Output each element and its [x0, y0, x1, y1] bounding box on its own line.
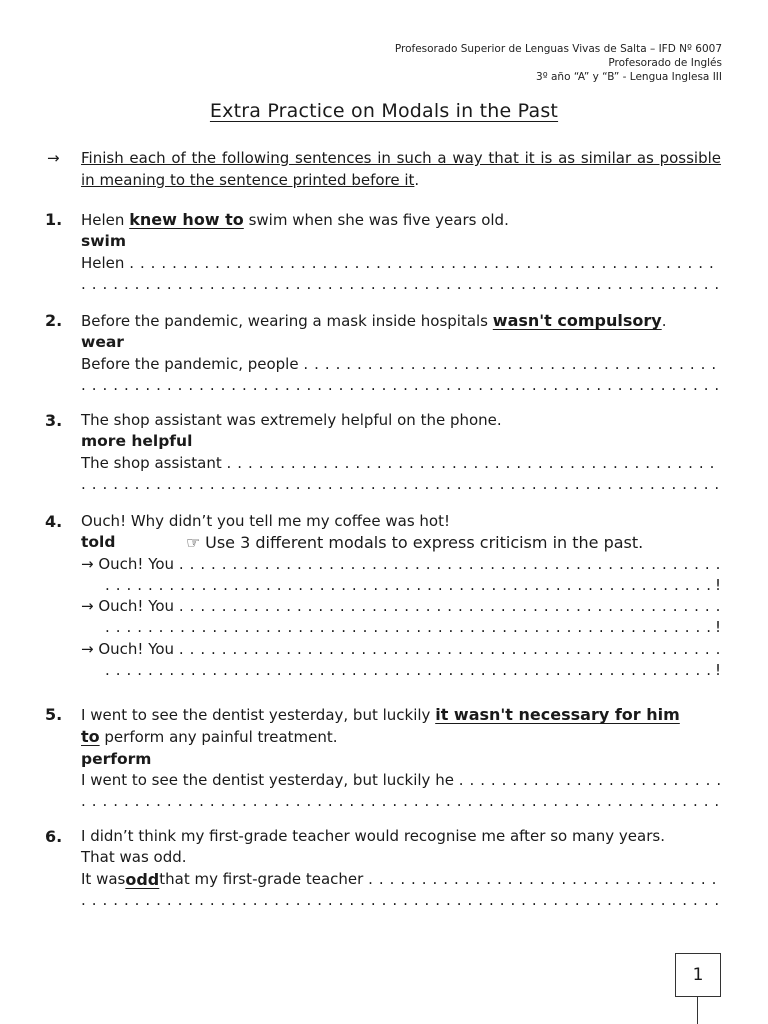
answer-line[interactable]	[81, 890, 721, 911]
answer-blank[interactable]	[81, 791, 721, 812]
answer-line[interactable]	[81, 375, 721, 396]
answer-blank[interactable]	[179, 554, 721, 575]
answer-start: Helen	[81, 253, 125, 272]
answer-line[interactable]	[81, 474, 721, 495]
keyword: told	[81, 533, 116, 552]
answer-blank[interactable]	[105, 617, 715, 638]
prompt-text: Before the pandemic, wearing a mask inside hospitals	[81, 312, 493, 330]
answer-blank[interactable]	[368, 869, 721, 890]
instructions	[81, 147, 721, 191]
prompt-sentence	[81, 704, 721, 726]
answer-line[interactable]	[81, 253, 721, 274]
answer-start: Ouch! You	[98, 597, 175, 616]
exercise-number: 5.	[45, 705, 63, 724]
answer-blank[interactable]	[105, 660, 715, 681]
arrow-icon: →	[81, 554, 94, 573]
answer-blank[interactable]	[227, 453, 721, 474]
answer-blank[interactable]	[81, 474, 721, 495]
prompt-sentence: The shop assistant was extremely helpful on the phone.	[81, 411, 502, 429]
arrow-icon: →	[81, 639, 94, 658]
exercise-number: 4.	[45, 512, 63, 531]
answer-start: Ouch! You	[98, 639, 175, 658]
arrow-icon: →	[81, 597, 94, 616]
page-title: Extra Practice on Modals in the Past	[209, 100, 559, 122]
answer-blank[interactable]	[459, 770, 721, 791]
prompt-text: I went to see the dentist yesterday, but luckily	[81, 706, 436, 724]
answer-line[interactable]	[81, 453, 721, 474]
exclamation-mark: !	[715, 618, 721, 637]
highlighted-phrase: to	[81, 727, 100, 747]
prompt-sentence	[81, 209, 721, 231]
keyword-row	[81, 532, 721, 553]
answer-line[interactable]	[81, 660, 721, 681]
answer-blank[interactable]	[81, 375, 721, 396]
prompt-sentence	[81, 310, 721, 332]
instructions-period: .	[414, 171, 420, 189]
answer-line[interactable]	[81, 791, 721, 812]
keyword: wear	[81, 333, 124, 352]
prompt-sentence: I didn’t think my first-grade teacher would recognise me after so many years.	[81, 827, 665, 845]
header	[395, 42, 722, 84]
arrow-icon: →	[47, 149, 60, 167]
answer-blank[interactable]	[105, 575, 715, 596]
highlighted-phrase: it wasn't necessary for him	[435, 705, 680, 724]
prompt-sentence-cont	[81, 726, 721, 748]
answer-blank[interactable]	[179, 639, 721, 660]
answer-blank[interactable]	[81, 274, 721, 295]
keyword: perform	[81, 749, 152, 768]
answer-line[interactable]	[81, 596, 721, 617]
answer-line[interactable]	[81, 770, 721, 791]
page-number: 1	[675, 953, 721, 997]
answer-line[interactable]	[81, 617, 721, 638]
answer-line[interactable]	[81, 639, 721, 660]
answer-start: I went to see the dentist yesterday, but luckily he	[81, 770, 454, 789]
prompt-text: Helen	[81, 211, 130, 229]
answer-blank[interactable]	[81, 890, 721, 911]
page-number-divider	[697, 996, 698, 1024]
header-program: Profesorado de Inglés	[608, 57, 722, 69]
keyword: odd	[125, 869, 160, 889]
prompt-text: perform any painful treatment.	[99, 728, 338, 747]
answer-start: that my first-grade teacher	[159, 869, 364, 888]
highlighted-phrase: knew how to	[129, 210, 244, 229]
answer-line[interactable]	[81, 274, 721, 295]
prompt-text: swim when she was five years old.	[243, 211, 509, 229]
modal-note: Use 3 different modals to express criticism in the past.	[205, 533, 644, 553]
header-course: 3º año “A” y “B” - Lengua Inglesa III	[536, 71, 722, 83]
answer-line[interactable]	[81, 575, 721, 596]
pointing-hand-icon: ☞	[186, 533, 201, 553]
answer-start: The shop assistant	[81, 453, 222, 472]
answer-line[interactable]	[81, 354, 721, 375]
answer-start: Before the pandemic, people	[81, 354, 299, 373]
answer-start: It was	[81, 869, 126, 888]
exercise-number: 1.	[45, 210, 63, 229]
instructions-text: Finish each of the following sentences in such a way that it is as similar as possible in meaning to the sentence printed before it	[81, 149, 721, 189]
exercise-number: 3.	[45, 411, 63, 430]
answer-blank[interactable]	[129, 253, 721, 274]
answer-start: Ouch! You	[98, 554, 175, 573]
exclamation-mark: !	[715, 575, 721, 594]
header-institution: Profesorado Superior de Lenguas Vivas de Salta – IFD Nº 6007	[394, 43, 722, 55]
highlighted-phrase: wasn't compulsory	[492, 311, 662, 330]
keyword: swim	[81, 232, 127, 251]
prompt-sentence: Ouch! Why didn’t you tell me my coffee was hot!	[81, 512, 450, 530]
exercise-number: 2.	[45, 311, 63, 330]
answer-blank[interactable]	[303, 354, 721, 375]
answer-line[interactable]	[81, 869, 721, 890]
prompt-text: .	[661, 312, 667, 330]
answer-blank[interactable]	[179, 596, 721, 617]
answer-line[interactable]	[81, 554, 721, 575]
exercise-number: 6.	[45, 827, 63, 846]
keyword: more helpful	[81, 432, 193, 451]
prompt-sentence-cont: That was odd.	[81, 848, 187, 867]
exclamation-mark: !	[715, 661, 721, 680]
